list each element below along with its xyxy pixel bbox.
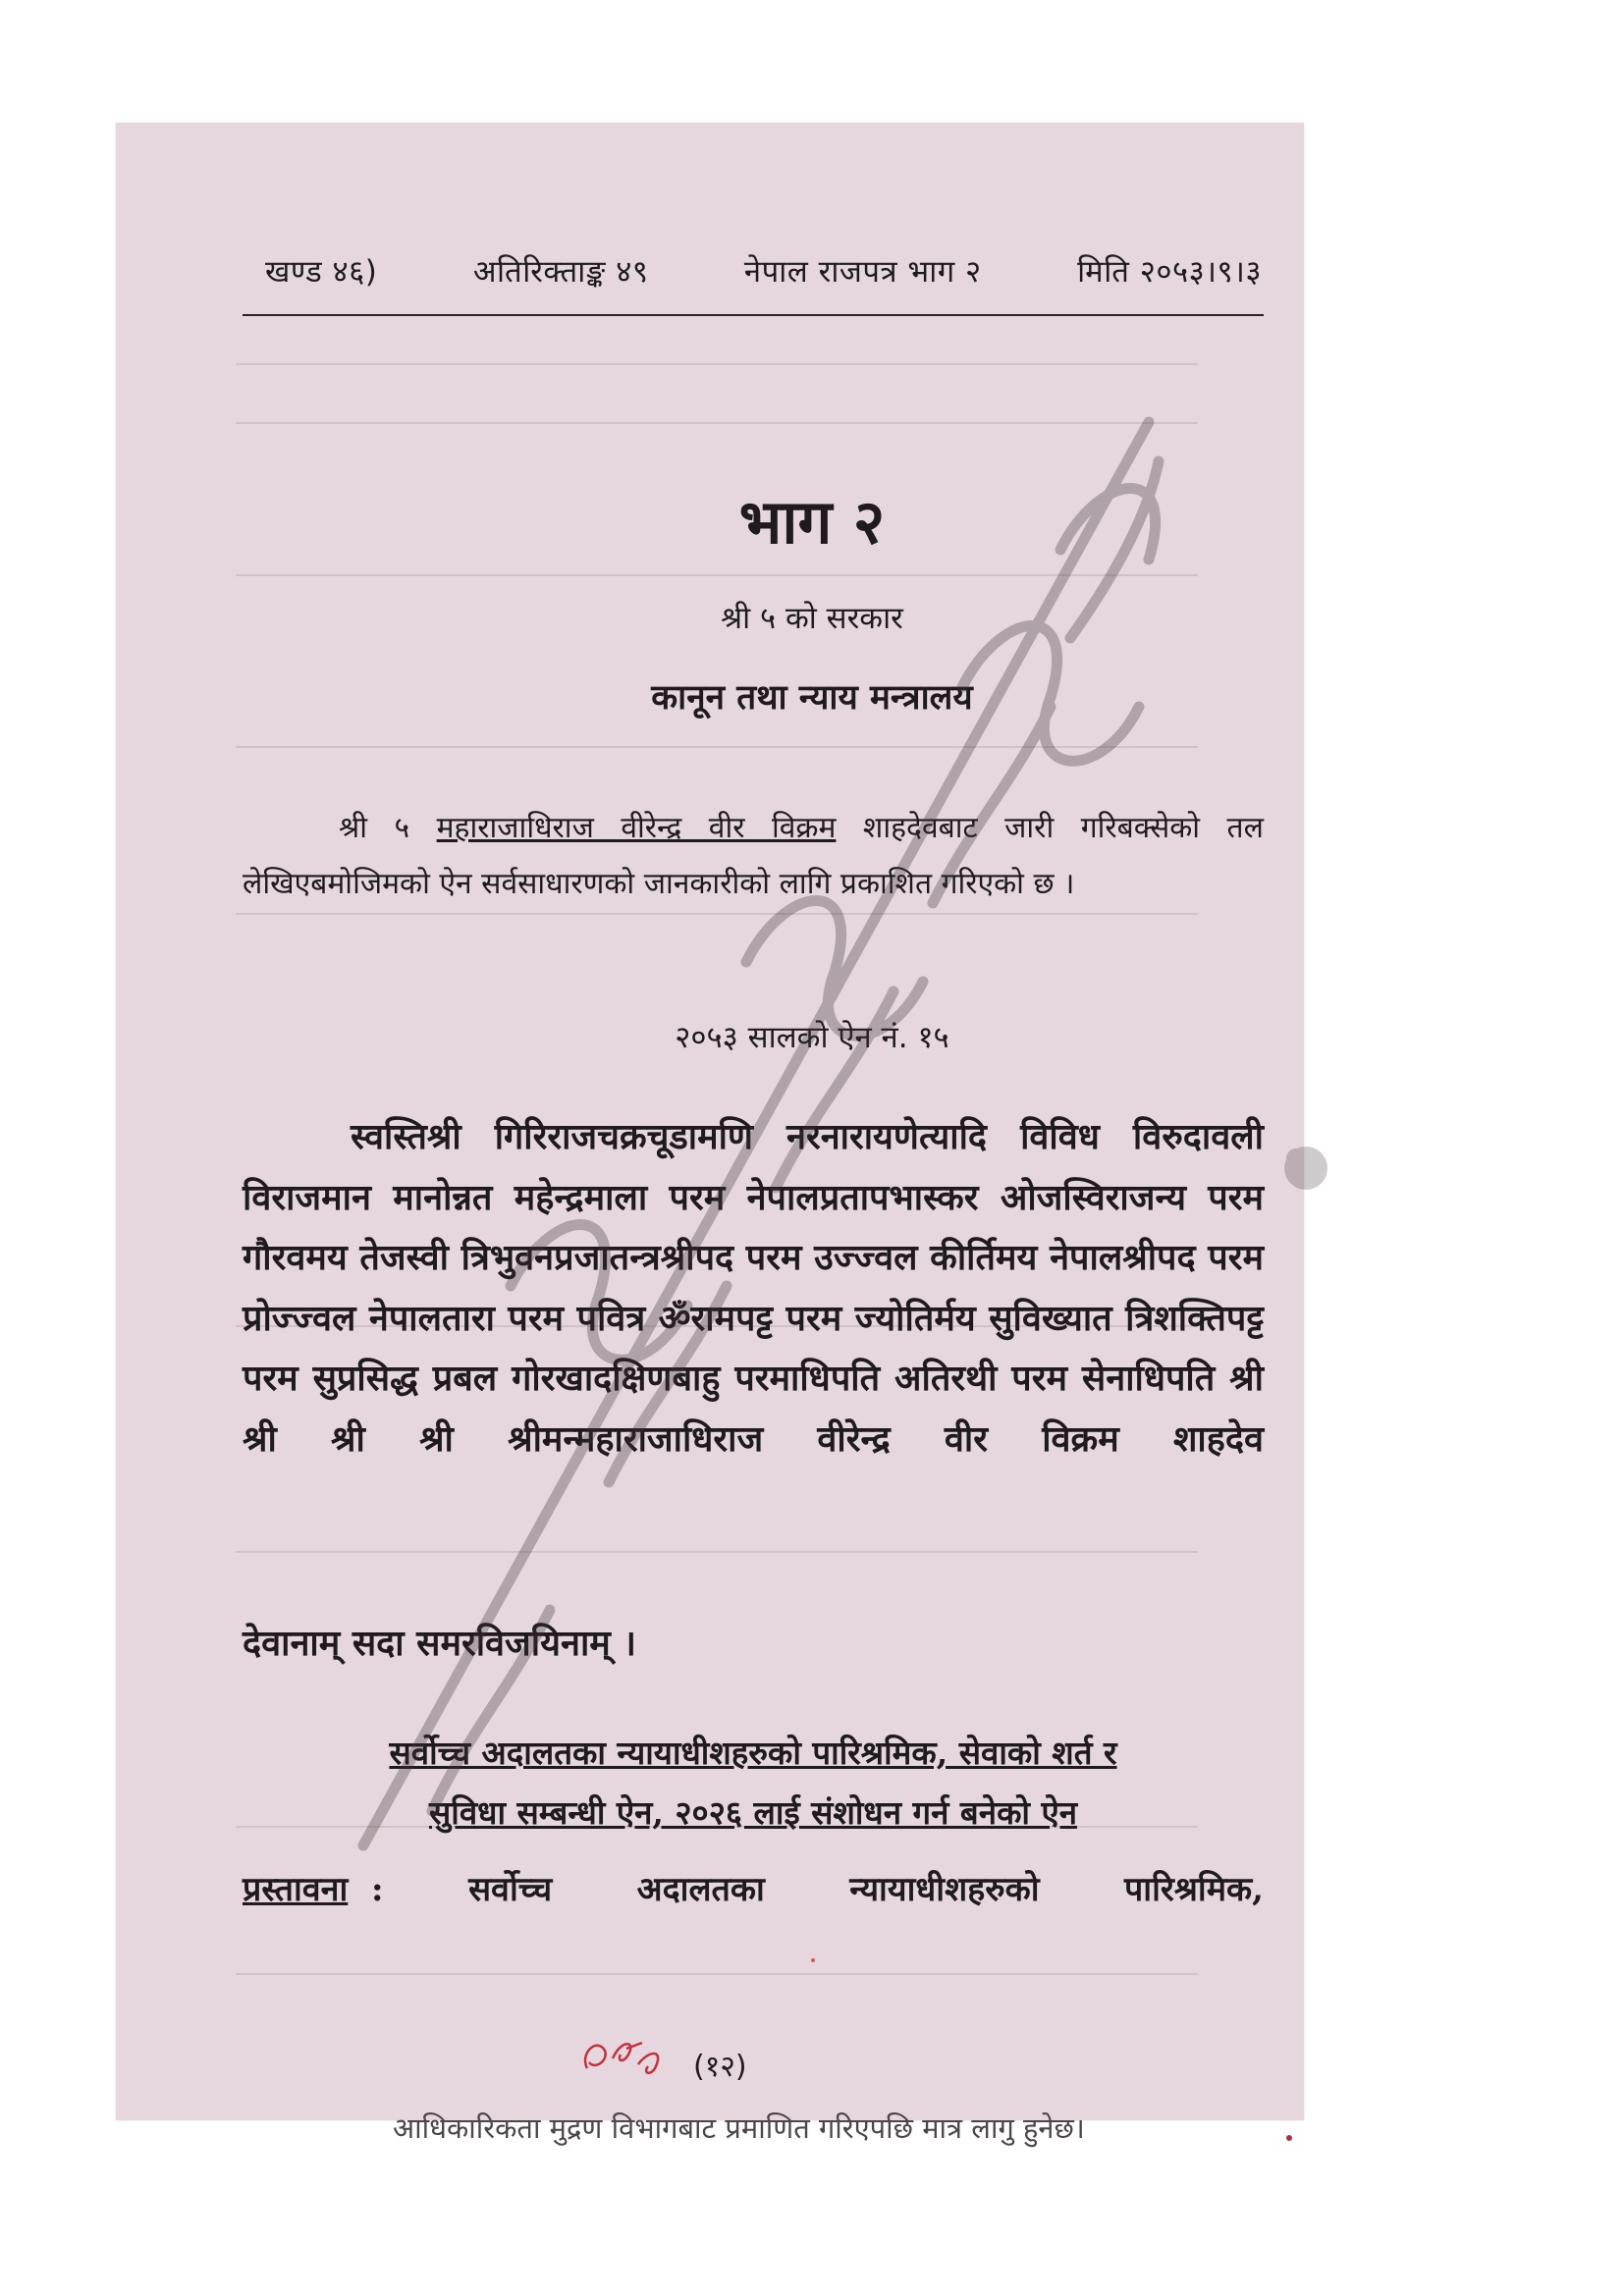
bleed-through-line	[236, 574, 1198, 576]
act-title-line: सर्वोच्च अदालतका न्यायाधीशहरुको पारिश्रमिक, सेवाको शर्त र	[389, 1734, 1117, 1772]
intro-word: अदालतका	[636, 1870, 765, 1909]
intro-colon: :	[371, 1870, 384, 1909]
header-date: मिति २०५३।९।३	[1077, 254, 1262, 290]
royal-preamble: स्वस्तिश्री गिरिराजचक्रचूडामणि नरनारायणेत्यादि विविध विरुदावली विराजमान मानोन्नत महेन्द्रमाला परम नेपालप्रतापभास्कर ओजस्विराजन्य परम गौरवमय तेजस्वी त्रिभुवनप्रजातन्त्रश्रीपद परम उज्ज्वल कीर्तिमय नेपालश्रीपद परम प्रोज्ज्वल नेपालतारा परम पवित्र ॐरामपट्ट परम ज्योतिर्मय सुविख्यात त्रिशक्तिपट्ट परम सुप्रसिद्ध प्रबल गोरखादक्षिणबाहु परमाधिपति अतिरथी परम सेनाधिपति श्री श्री श्री श्री श्रीमन्महाराजाधिराज वीरेन्द्र वीर विक्रम शाहदेव	[243, 1116, 1264, 1460]
publication-notice	[243, 800, 1264, 912]
act-number: २०५३ सालको ऐन नं. १५	[675, 1020, 949, 1055]
act-title-line: सुविधा सम्बन्धी ऐन, २०२६ लाई संशोधन गर्न बनेको ऐन	[428, 1793, 1078, 1832]
bleed-through-line	[236, 746, 1198, 748]
intro-word: सर्वोच्च	[468, 1870, 553, 1909]
intro-word: न्यायाधीशहरुको	[849, 1870, 1040, 1909]
bleed-through-line	[236, 913, 1198, 915]
header-gazette: नेपाल राजपत्र भाग २	[743, 254, 982, 290]
intro-word: पारिश्रमिक,	[1124, 1870, 1264, 1909]
handwritten-page-mark	[577, 2029, 671, 2083]
government-heading: श्री ५ को सरकार	[721, 601, 903, 636]
ink-dot	[1286, 2135, 1292, 2141]
part-title: भाग २	[738, 486, 886, 558]
notice-rest: शाहदेवबाट जारी गरिबक्सेको तल लेखिएबमोजिमको ऐन सर्वसाधारणको जानकारीको लागि प्रकाशित गरिएको छ ।	[243, 811, 1264, 901]
header-volume: खण्ड ४६)	[265, 254, 378, 290]
gazette-header	[265, 250, 1262, 292]
royal-preamble-closing: देवानाम् सदा समरविजयिनाम् ।	[243, 1623, 636, 1664]
header-rule	[243, 314, 1264, 316]
notice-underlined: महाराजाधिराज वीरेन्द्र वीर विक्रम	[436, 811, 837, 845]
preamble-intro	[243, 1865, 1264, 1910]
notice-lead: श्री ५	[339, 811, 437, 845]
bleed-through-line	[236, 422, 1198, 424]
page-number: (१२)	[693, 2050, 747, 2084]
ink-dot	[811, 1958, 815, 1962]
bleed-through-line	[236, 363, 1198, 365]
authenticity-note: आधिकारिकता मुद्रण विभागबाट प्रमाणित गरिएपछि मात्र लागु हुनेछ।	[393, 2111, 1085, 2145]
act-title	[243, 1723, 1264, 1842]
ministry-heading: कानून तथा न्याय मन्त्रालय	[651, 678, 973, 718]
intro-label: प्रस्तावना	[243, 1870, 349, 1909]
header-extraordinary: अतिरिक्ताङ्क ४९	[472, 254, 649, 290]
bleed-through-line	[236, 1551, 1198, 1553]
bleed-through-line	[236, 1973, 1198, 1975]
